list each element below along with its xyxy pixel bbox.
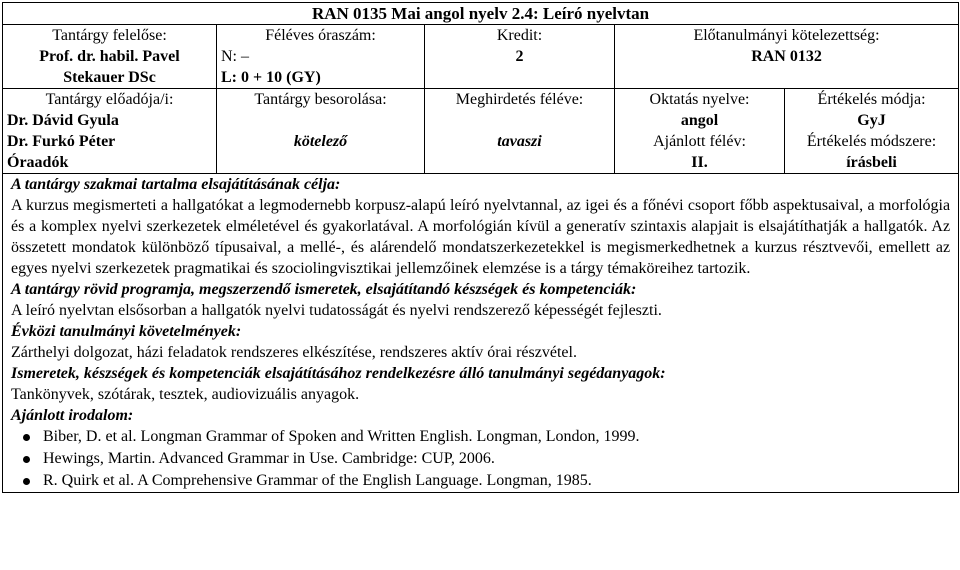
info-row-2	[3, 89, 959, 174]
language-cell	[615, 89, 785, 174]
bullet-icon	[20, 470, 32, 492]
content-row	[3, 174, 959, 493]
lecturers-cell	[3, 89, 217, 174]
hours-lecturers-label: Óraadók	[7, 154, 69, 171]
hours-label: Féléves óraszám:	[265, 27, 376, 44]
evaluation-method-label: Értékelés módszere:	[806, 133, 937, 150]
evaluation-mode-label: Értékelés módja:	[817, 91, 926, 108]
course-table	[2, 2, 959, 493]
materials-text: Tankönyvek, szótárak, tesztek, audiovizuális anyagok.	[11, 386, 360, 403]
credit-label: Kredit:	[496, 27, 543, 44]
list-item	[43, 426, 950, 448]
hours-l: L: 0 + 10 (GY)	[221, 69, 321, 86]
info-row-1	[3, 25, 959, 89]
credit-cell	[425, 25, 615, 89]
hours-n: N: –	[221, 48, 249, 65]
semester-label: Meghirdetés féléve:	[455, 91, 584, 108]
reference-text: Hewings, Martin. Advanced Grammar in Use. Cambridge: CUP, 2006.	[43, 450, 495, 467]
classification-value: kötelező	[293, 133, 348, 150]
reference-text: R. Quirk et al. A Comprehensive Grammar of the English Language. Longman, 1985.	[43, 472, 592, 489]
program-text: A leíró nyelvtan elsősorban a hallgatók nyelvi tudatosságát és nyelvi rendszerező képességét fejleszti.	[11, 302, 662, 319]
language-value: angol	[680, 112, 719, 129]
requirements-title: Évközi tanulmányi követelmények:	[11, 323, 242, 340]
bullet-icon	[20, 448, 32, 470]
literature-title: Ajánlott irodalom:	[11, 407, 134, 424]
semester-value: tavaszi	[497, 133, 542, 150]
prerequisite-cell	[615, 25, 959, 89]
course-title: RAN 0135 Mai angol nyelv 2.4: Leíró nyelvtan	[3, 3, 959, 25]
lecturer-name: Dr. Furkó Péter	[7, 133, 116, 150]
title-row	[3, 3, 959, 25]
responsible-name-line1: Prof. dr. habil. Pavel	[39, 48, 180, 65]
responsible-cell	[3, 25, 217, 89]
language-label: Oktatás nyelve:	[649, 91, 750, 108]
goal-title: A tantárgy szakmai tartalma elsajátításának célja:	[11, 176, 341, 193]
program-title: A tantárgy rövid programja, megszerzendő ismeretek, elsajátítandó készségek és kompetenciák:	[11, 281, 637, 298]
goal-text: A kurzus megismerteti a hallgatókat a legmodernebb korpusz-alapú leíró nyelvtannal, az igei és a főnévi csoport főbb aspektusaival, a morfológia és a komplex nyelvi szerkezetek elméletével és gyakorlatával. A morfológián kívül a generatív szintaxis alapjait is elsajátíthatják a hallgatók. Az összetett mondatok különböző típusaival, a mellé-, és alárendelő mondatszerkezetekkel is megismerkedhetnek a kurzus résztvevői, emellett az egyes nyelvi szerkezetek pragmatikai és szociolingvisztikai jellemzőinek elemzése is a tárgy témaköreihez tartozik.	[11, 197, 951, 277]
prerequisite-value: RAN 0132	[751, 48, 822, 65]
evaluation-method-value: írásbeli	[846, 154, 897, 171]
classification-cell	[217, 89, 425, 174]
reference-text: Biber, D. et al. Longman Grammar of Spoken and Written English. Longman, London, 1999.	[43, 428, 640, 445]
prerequisite-label: Előtanulmányi kötelezettség:	[693, 27, 880, 44]
lecturer-name: Dr. Dávid Gyula	[7, 112, 119, 129]
evaluation-mode-value: GyJ	[857, 112, 886, 129]
recommended-semester-label: Ajánlott félév:	[653, 133, 746, 150]
content-cell	[3, 174, 959, 493]
classification-label: Tantárgy besorolása:	[254, 91, 387, 108]
responsible-name-line2: Stekauer DSc	[63, 69, 156, 86]
hours-cell	[217, 25, 425, 89]
semester-cell	[425, 89, 615, 174]
materials-title: Ismeretek, készségek és kompetenciák elsajátításához rendelkezésre álló tanulmányi segédanyagok:	[11, 365, 666, 382]
literature-list	[11, 426, 950, 492]
requirements-text: Zárthelyi dolgozat, házi feladatok rendszeres elkészítése, rendszeres aktív órai részvétel.	[11, 344, 577, 361]
recommended-semester-value: II.	[691, 154, 708, 171]
list-item	[43, 470, 950, 492]
responsible-label: Tantárgy felelőse:	[52, 27, 167, 44]
course-sheet	[2, 2, 958, 566]
credit-value: 2	[515, 48, 524, 65]
bullet-icon	[20, 426, 32, 448]
evaluation-cell	[785, 89, 959, 174]
lecturers-label: Tantárgy előadója/i:	[45, 91, 174, 108]
list-item	[43, 448, 950, 470]
